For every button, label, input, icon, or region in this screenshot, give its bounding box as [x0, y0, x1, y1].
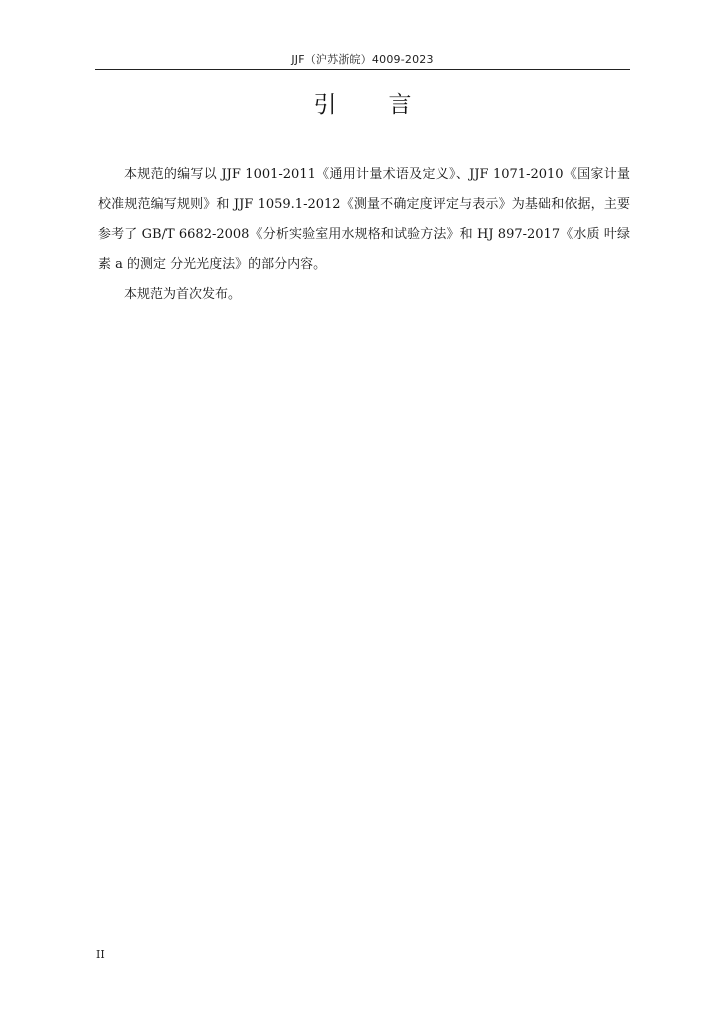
- page-header: [95, 48, 630, 70]
- paragraph-basis: 本规范的编写以 JJF 1001-2011《通用计量术语及定义》、JJF 1071-2010《国家计量校准规范编写规则》和 JJF 1059.1-2012《测量不确定度评定与表示》为基础和依据，主要参考了 GB/T 6682-2008《分析实验室用水规格和试验方法》和 HJ 897-2017《水质 叶绿素 a 的测定 分光光度法》的部分内容。: [98, 167, 630, 272]
- page-number: II: [96, 948, 105, 961]
- document-code: JJF（沪苏浙皖）4009-2023: [291, 53, 434, 66]
- page-title: 引言: [313, 92, 464, 118]
- paragraph-first-release: 本规范为首次发布。: [124, 287, 242, 302]
- body-content: [98, 160, 630, 310]
